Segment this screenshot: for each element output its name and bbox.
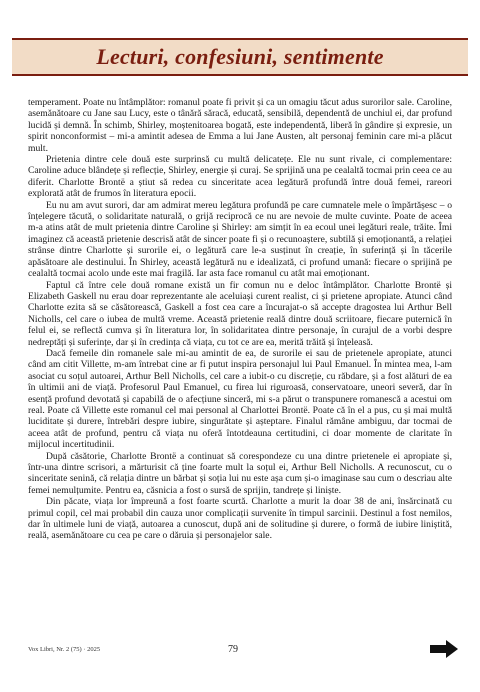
paragraph: Dacă femeile din romanele sale mi-au amintit de ea, de surorile ei sau de prietenele apropiate, atunci când am citit Villette, m-am întrebat cine ar fi putut inspira personajul lui Paul Emanuel. În mintea mea, l-am asociat cu soțul autoarei, Arthur Bell Nicholls, cel care a iubit-o cu discreție, cu răbdare, și a fost alături de ea în ultimii ani de viață. Profesorul Paul Emanuel, cu firea lui riguroasă, conservatoare, uneori severă, dar în esență profund devotată și capabilă de o afecțiune sinceră, mi s-a părut o transpunere romanescă a acestui om real. Poate că Villette este romanul cel mai personal al Charlottei Brontë. Poate că în el a pus, cu și mai multă luciditate și durere, întrebări despre iubire, singurătate și așteptare. Finalul rămâne ambiguu, dar tocmai de aceea atât de profund, pentru că viața nu oferă întotdeauna certitudini, ci doar momente de claritate în mijlocul incertitudinii. <box>28 347 452 451</box>
paragraph: Faptul că între cele două romane există un fir comun nu e deloc întâmplător. Charlotte Brontë și Elizabeth Gaskell nu erau doar reprezentante ale aceluiași curent realist, ci și prietene apropiate. Atunci când Charlotte ezita să se căsătorească, Gaskell a fost cea care a încurajat-o să accepte dragostea lui Arthur Bell Nicholls, cel care o iubea de multă vreme. Această prietenie reală dintre două scriitoare, fiecare puternică în felul ei, se reflectă cumva și în literatura lor, în solidaritatea dintre personaje, în curajul de a vorbi despre nedreptăți și suferințe, dar și în credința că viața, cu tot ce are ea, merită trăită și înțeleasă. <box>28 279 452 348</box>
page-footer <box>28 644 452 664</box>
right-arrow-icon[interactable] <box>430 640 458 658</box>
paragraph: Prietenia dintre cele două este surprinsă cu multă delicatețe. Ele nu sunt rivale, ci complementare: Caroline aduce blândețe și reflecție, Shirley, energie și curaj. Se sprijină una pe cealaltă tocmai prin ceea ce au diferit. Charlotte Brontë a știut să redea cu sinceritate acea legătură profundă între două femei, rareori explorată atât de frumos în literatura epocii. <box>28 154 452 200</box>
paragraph: temperament. Poate nu întâmplător: romanul poate fi privit și ca un omagiu tăcut adus surorilor sale. Caroline, asemănătoare cu Jane sau Lucy, este o tânără săracă, educată, sensibilă, dependentă de unchiul ei, dar profund lucidă și demnă. În schimb, Shirley, moștenitoarea bogată, este independentă, liberă în gândire și expresie, un spirit nonconformist – mi-a amintit adesea de Emma a lui Jane Austen, alt personaj feminin care mi-a plăcut mult. <box>28 97 452 154</box>
paragraph: Eu nu am avut surori, dar am admirat mereu legătura profundă pe care cumnatele mele o împărtășesc – o înțelegere tăcută, o solidaritate naturală, o grijă reciprocă ce nu are nevoie de multe cuvinte. Poate de aceea m-a atins atât de mult prietenia dintre Caroline și Shirley: am simțit în ea ecoul unei legături reale, trăite. Îmi imaginez că această prietenie descrisă atât de sincer poate fi și o recunoaștere, subtilă și emoționantă, a relației strânse dintre Charlotte și surorile ei, o legătură care le-a susținut în creație, în suferință și în tăcerile apăsătoare ale destinului. În Shirley, această legătură nu e idealizată, ci profund umană: fiecare o sprijină pe cealaltă tocmai acolo unde este mai fragilă. Iar asta face romanul cu atât mai emoționant. <box>28 199 452 280</box>
journal-info: Vox Libri, Nr. 2 (75) · 2025 <box>28 646 101 653</box>
page-number: 79 <box>228 644 238 655</box>
section-title: Lecturi, confesiuni, sentimente <box>96 44 384 69</box>
paragraph: Din păcate, viața lor împreună a fost foarte scurtă. Charlotte a murit la doar 38 de ani, însărcinată cu primul copil, cel mai probabil din cauza unor complicații survenite în timpul sarcinii. Destinul a fost nemilos, dar în ultimele luni de viață, autoarea a cunoscut, după ani de solitudine și durere, o formă de iubire liniștită, reală, asemănătoare cu cea pe care o dăruia și personajelor sale. <box>28 496 452 542</box>
header-banner <box>12 38 468 76</box>
paragraph: După căsătorie, Charlotte Brontë a continuat să corespondeze cu una dintre prietenele ei apropiate și, într-una dintre scrisori, a mărturisit că ține foarte mult la soțul ei, Arthur Bell Nicholls. A recunoscut, cu o sinceritate senină, că relația dintre un bărbat și soția lui nu este așa cum și-o imaginase sau cum o descriau alte femei nemulțumite. Pentru ea, căsnicia a fost o sursă de sprijin, tandrețe și liniște. <box>28 450 452 496</box>
article-body <box>28 97 452 542</box>
